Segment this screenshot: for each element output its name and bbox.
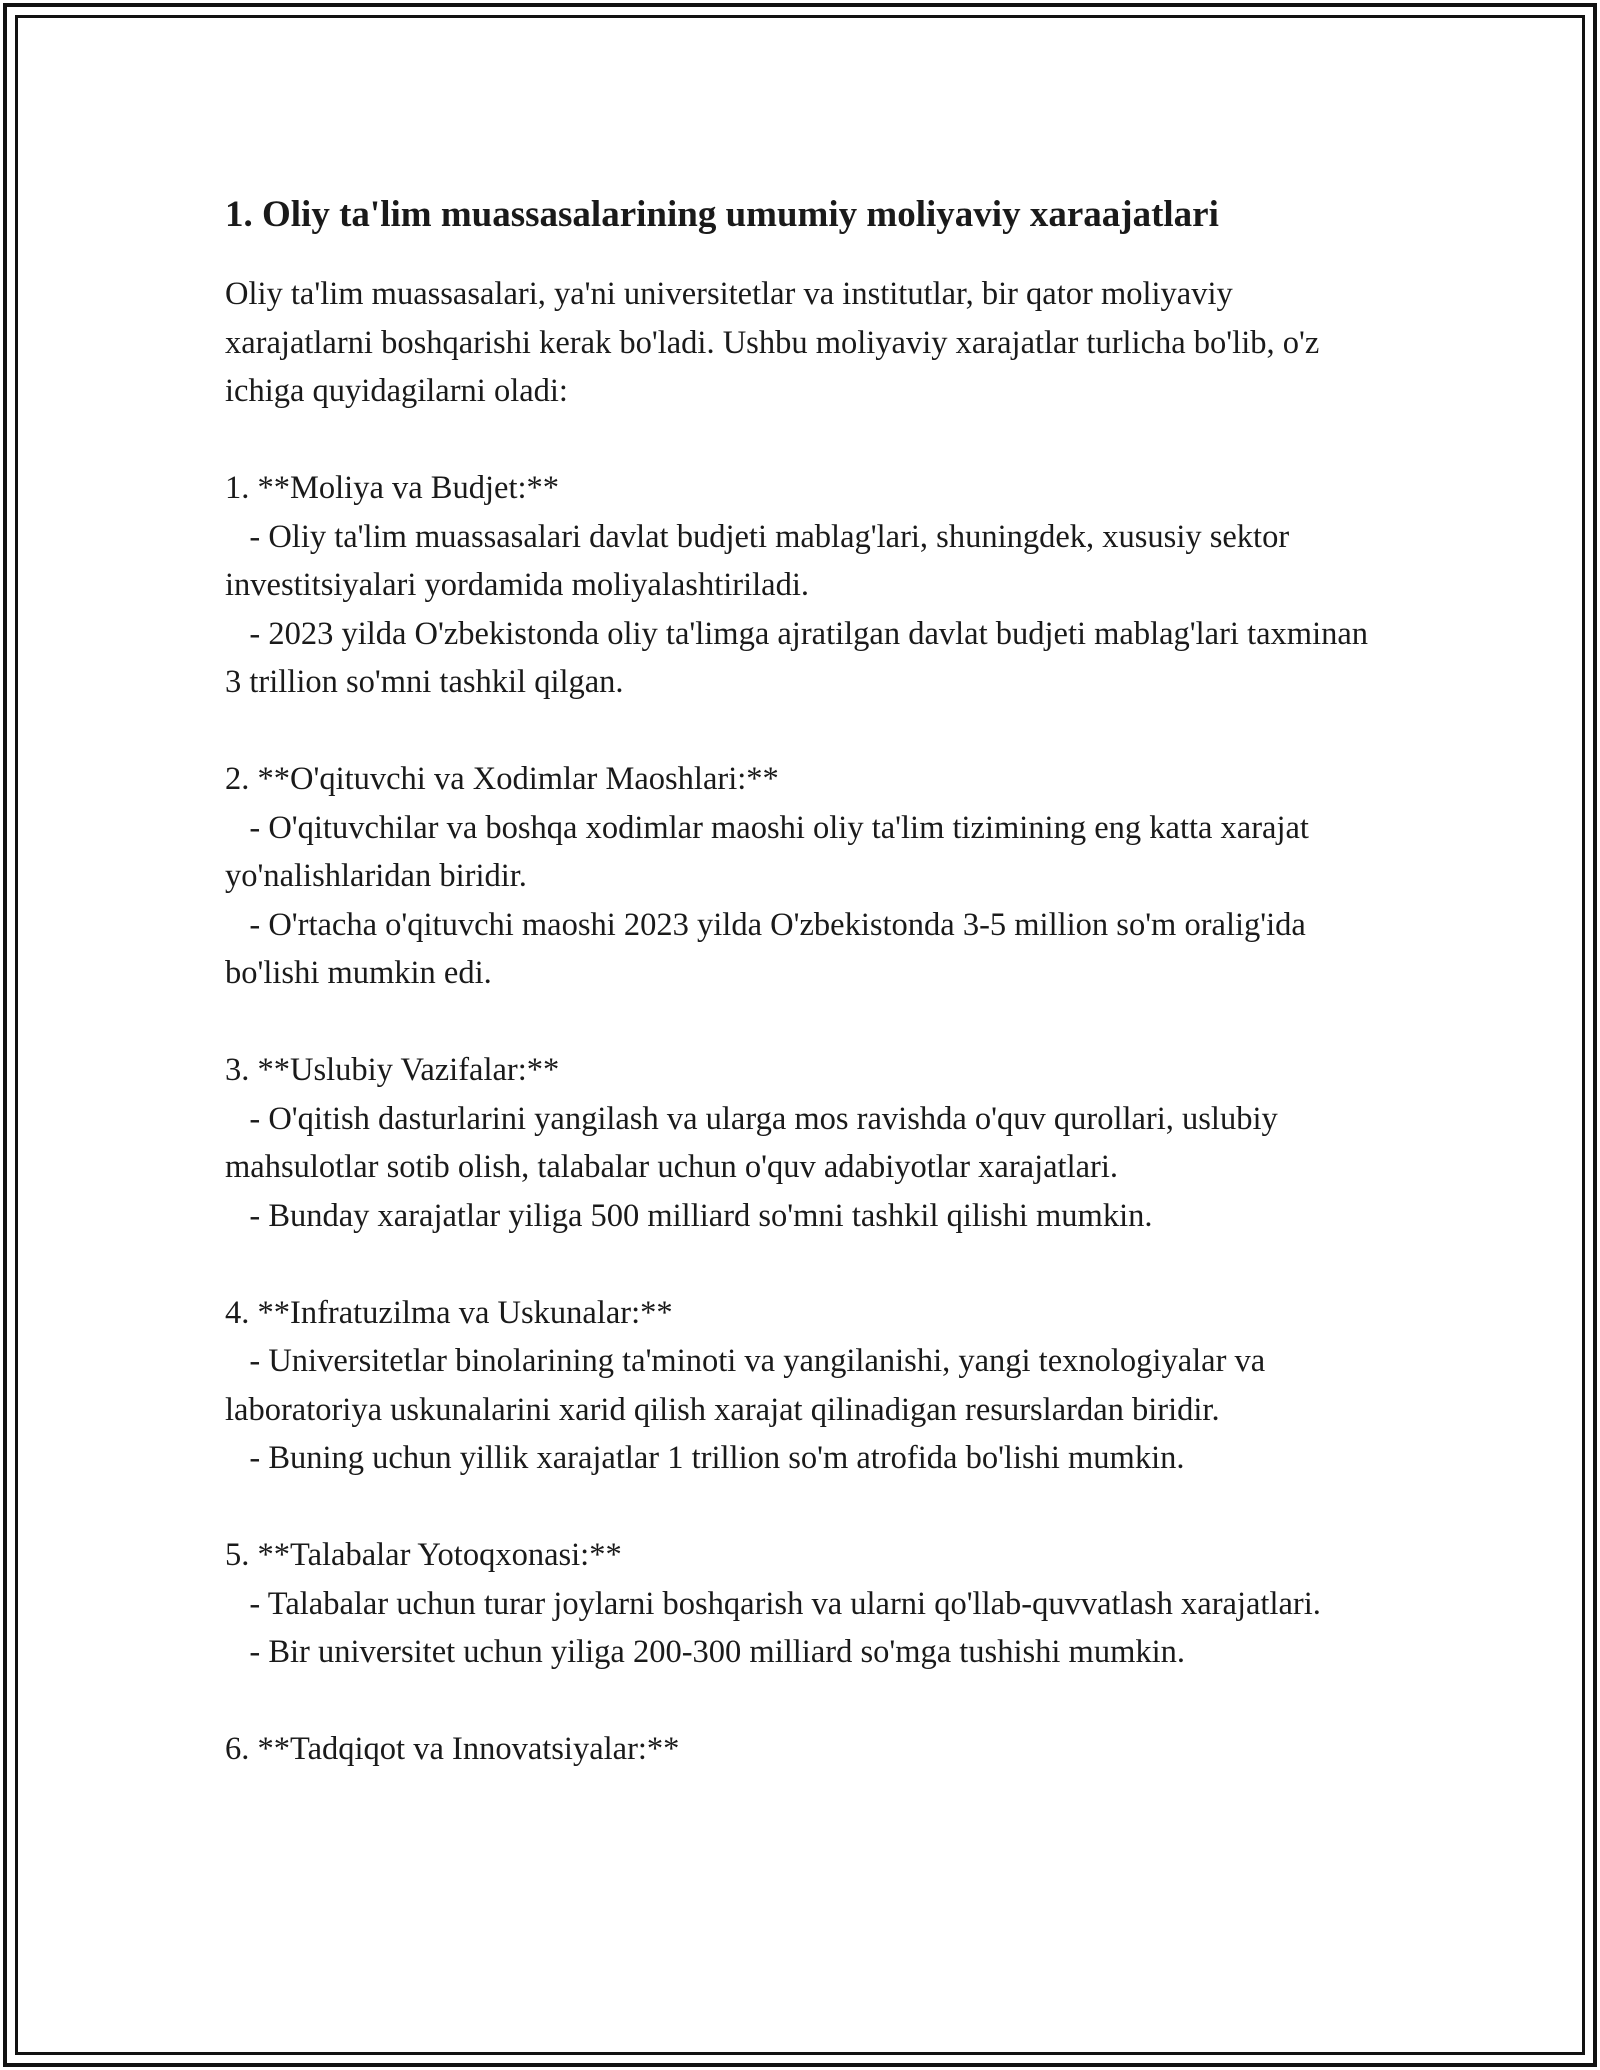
section-heading: 3. **Uslubiy Vazifalar:** [225,1052,560,1088]
bullet-item: - Talabalar uchun turar joylarni boshqarish va ularni qo'llab-quvvatlash xarajatlari. [225,1585,1321,1622]
section-heading: 5. **Talabalar Yotoqxonasi:** [225,1537,622,1573]
bullet-item: - Bir universitet uchun yiliga 200-300 milliard so'mga tushishi mumkin. [225,1634,1186,1670]
bullet-item: - O'rtacha o'qituvchi maoshi 2023 yilda O'zbekistonda 3-5 million so'm oralig'ida bo'lishi mumkin edi. [225,906,1314,991]
section-tadqiqot [225,1725,1375,1774]
section-infratuzilma [225,1289,1375,1483]
bullet-item: - O'qitish dasturlarini yangilash va ularga mos ravishda o'quv qurollari, uslubiy mahsulotlar sotib olish, talabalar uchun o'quv adabiyotlar xarajatlari. [225,1100,1286,1185]
bullet-item: - Buning uchun yillik xarajatlar 1 trillion so'm atrofida bo'lishi mumkin. [225,1440,1185,1476]
bullet-item: - Bunday xarajatlar yiliga 500 milliard so'mni tashkil qilishi mumkin. [225,1197,1153,1234]
bullet-item: - Oliy ta'lim muassasalari davlat budjeti mablag'lari, shuningdek, xususiy sektor investitsiyalari yordamida moliyalashtiriladi. [225,518,1298,603]
document-title: 1. Oliy ta'lim muassasalarining umumiy moliyaviy xaraajatlari [225,194,1219,235]
section-heading: 1. **Moliya va Budjet:** [225,470,559,506]
bullet-item: - O'qituvchilar va boshqa xodimlar maoshi oliy ta'lim tizimining eng katta xarajat yo'nalishlaridan biridir. [225,809,1318,894]
section-heading: 2. **O'qituvchi va Xodimlar Maoshlari:** [225,761,779,797]
section-uslubiy-vazifalar [225,1046,1375,1240]
bullet-item: - 2023 yilda O'zbekistonda oliy ta'limga ajratilgan davlat budjeti mablag'lari taxminan 3 trillion so'mni tashkil qilgan. [225,615,1377,700]
section-moliya-va-budjet [225,464,1375,707]
document-body [225,182,1375,1774]
section-talabalar-yotoqxonasi [225,1531,1375,1677]
bullet-item: - Universitetlar binolarining ta'minoti va yangilanishi, yangi texnologiyalar va laboratoriya uskunalarini xarid qilish xarajat qilinadigan resurslardan biridir. [225,1343,1274,1428]
section-oqituvchi-maoshlari [225,755,1375,998]
section-heading: 6. **Tadqiqot va Innovatsiyalar:** [225,1731,680,1767]
intro-paragraph: Oliy ta'lim muassasalari, ya'ni universitetlar va institutlar, bir qator moliyaviy xarajatlarni boshqarishi kerak bo'ladi. Ushbu moliyaviy xarajatlar turlicha bo'lib, o'z ichiga quyidagilarni oladi: [225,276,1320,409]
section-heading: 4. **Infratuzilma va Uskunalar:** [225,1294,673,1331]
